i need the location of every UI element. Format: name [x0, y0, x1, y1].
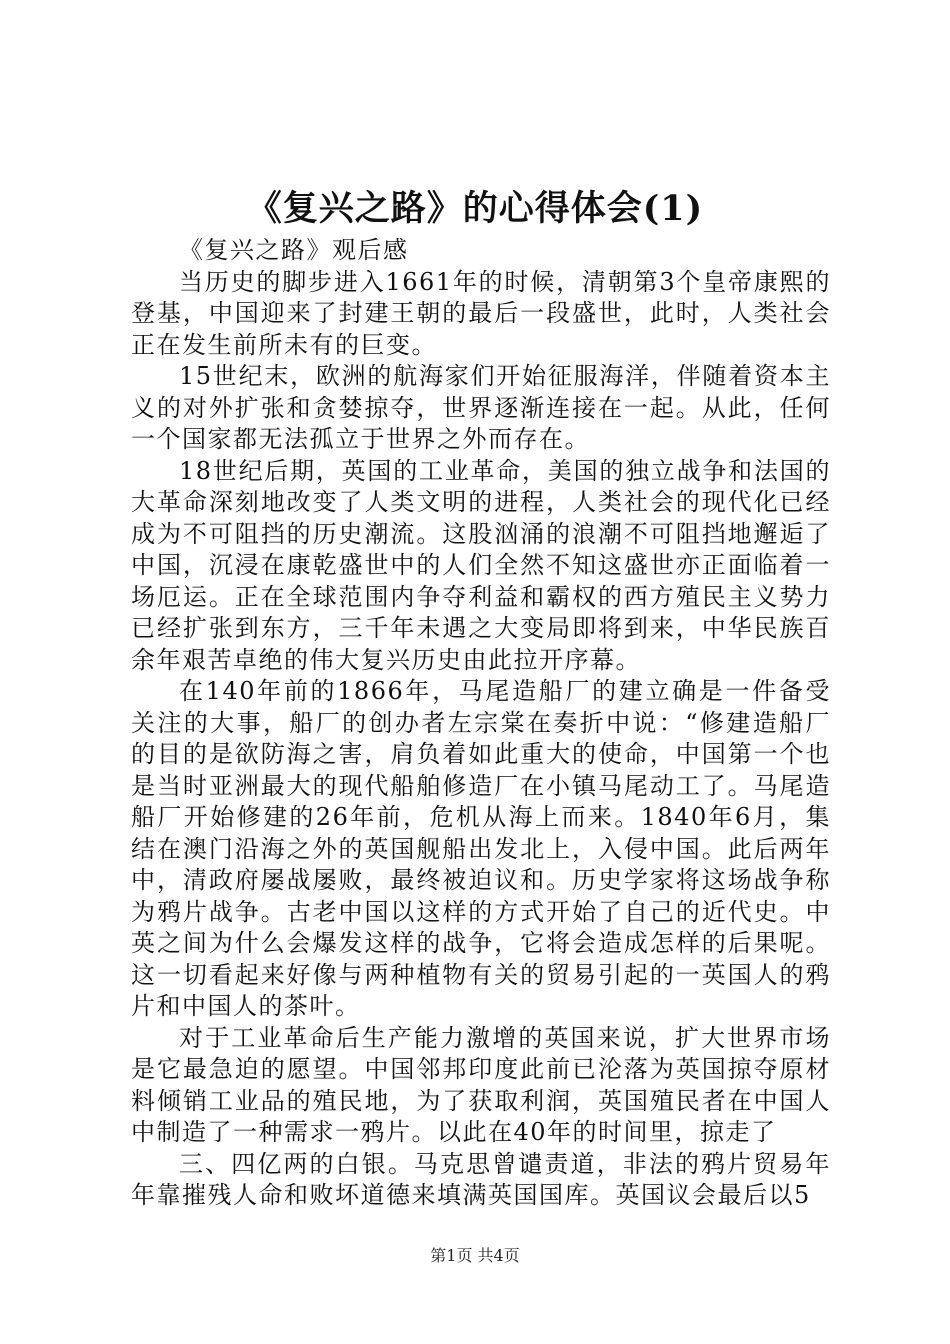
document-body	[131, 235, 831, 1212]
paragraph: 对于工业革命后生产能力激增的英国来说，扩大世界市场是它最急迫的愿望。中国邻邦印度此前已沦落为英国掠夺原材料倾销工业品的殖民地，为了获取利润，英国殖民者在中国人中制造了一种需求一鸦片。以此在40年的时间里，掠走了	[131, 1023, 831, 1146]
paragraph: 在140年前的1866年，马尾造船厂的建立确是一件备受关注的大事，船厂的创办者左宗棠在奏折中说：“修建造船厂的目的是欲防海之害，肩负着如此重大的使命，中国第一个也是当时亚洲最大的现代船舶修造厂在小镇马尾动工了。马尾造船厂开始修建的26年前，危机从海上而来。1840年6月，集结在澳门沿海之外的英国舰船出发北上，入侵中国。此后两年中，清政府屡战屡败，最终被迫议和。历史学家将这场战争称为鸦片战争。古老中国以这样的方式开始了自己的近代史。中英之间为什么会爆发这样的战争，它将会造成怎样的后果呢。这一切看起来好像与两种植物有关的贸易引起的一英国人的鸦片和中国人的茶叶。	[131, 677, 831, 1020]
paragraph: 18世纪后期，英国的工业革命，美国的独立战争和法国的大革命深刻地改变了人类文明的进程，人类社会的现代化已经成为不可阻挡的历史潮流。这股汹涌的浪潮不可阻挡地邂逅了中国，沉浸在康乾盛世中的人们全然不知这盛世亦正面临着一场厄运。正在全球范围内争夺利益和霸权的西方殖民主义势力已经扩张到东方，三千年未遇之大变局即将到来，中华民族百余年艰苦卓绝的伟大复兴历史由此拉开序幕。	[131, 456, 831, 674]
paragraph: 15世纪末，欧洲的航海家们开始征服海洋，伴随着资本主义的对外扩张和贪婪掠夺，世界逐渐连接在一起。从此，任何一个国家都无法孤立于世界之外而存在。	[131, 362, 831, 453]
page-footer: 第1页 共4页	[430, 1246, 520, 1265]
paragraph: 当历史的脚步进入1661年的时候，清朝第3个皇帝康熙的登基，中国迎来了封建王朝的最后一段盛世，此时，人类社会正在发生前所未有的巨变。	[131, 267, 831, 359]
document-title: 《复兴之路》的心得体会(1)	[246, 188, 704, 229]
document-subtitle: 《复兴之路》观后感	[179, 236, 409, 264]
paragraph: 三、四亿两的白银。马克思曾谴责道，非法的鸦片贸易年年靠摧残人命和败坏道德来填满英国国库。英国议会最后以5	[131, 1149, 831, 1209]
